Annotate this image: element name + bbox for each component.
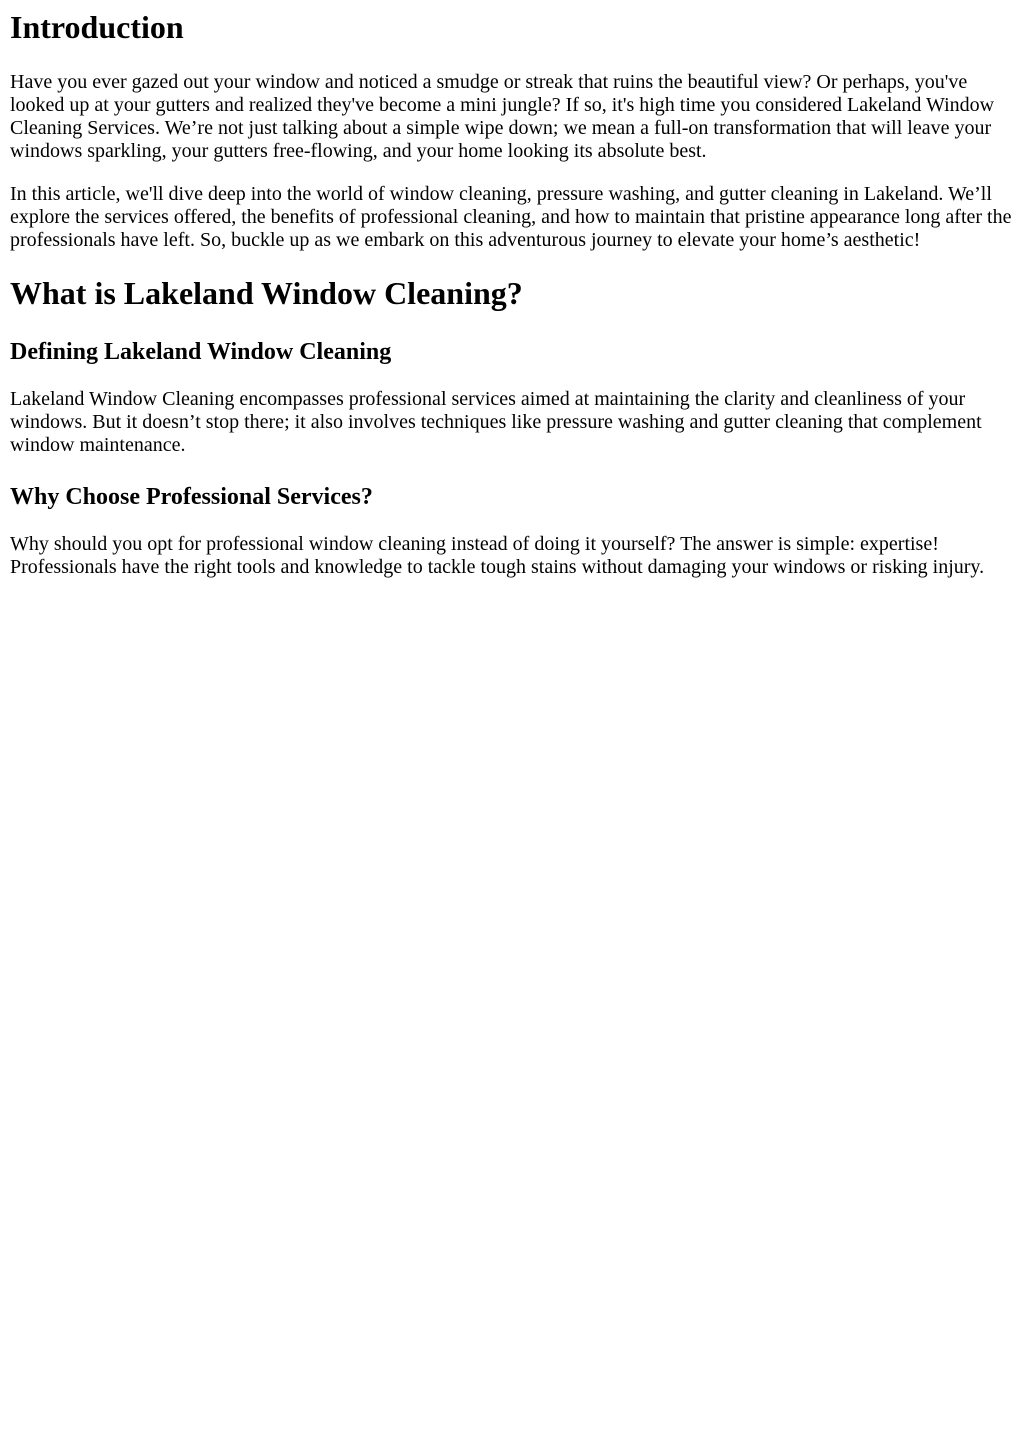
what-is-heading: What is Lakeland Window Cleaning? <box>10 275 523 311</box>
introduction-heading: Introduction <box>10 9 184 45</box>
why-choose-heading: Why Choose Professional Services? <box>10 484 373 510</box>
defining-heading: Defining Lakeland Window Cleaning <box>10 339 392 365</box>
defining-paragraph: Lakeland Window Cleaning encompasses professional services aimed at maintaining the clarity and cleanliness of your windows. But it doesn’t stop there; it also involves techniques like pressure washing and gutter cleaning that complement window maintenance. <box>10 388 982 456</box>
introduction-paragraph-2: In this article, we'll dive deep into the world of window cleaning, pressure washing, and gutter cleaning in Lakeland. We’ll explore the services offered, the benefits of professional cleaning, and how to maintain that pristine appearance long after the professionals have left. So, buckle up as we embark on this adventurous journey to elevate your home’s aesthetic! <box>10 183 1012 251</box>
introduction-paragraph-1: Have you ever gazed out your window and noticed a smudge or streak that ruins the beautiful view? Or perhaps, you've looked up at your gutters and realized they've become a mini jungle? If so, it's high time you considered Lakeland Window Cleaning Services. We’re not just talking about a simple wipe down; we mean a full-on transformation that will leave your windows sparkling, your gutters free-flowing, and your home looking its absolute best. <box>10 71 995 162</box>
why-choose-paragraph: Why should you opt for professional window cleaning instead of doing it yourself? The answer is simple: expertise! Professionals have the right tools and knowledge to tackle tough stains without damaging your windows or risking injury. <box>10 533 985 578</box>
article <box>10 0 1014 579</box>
